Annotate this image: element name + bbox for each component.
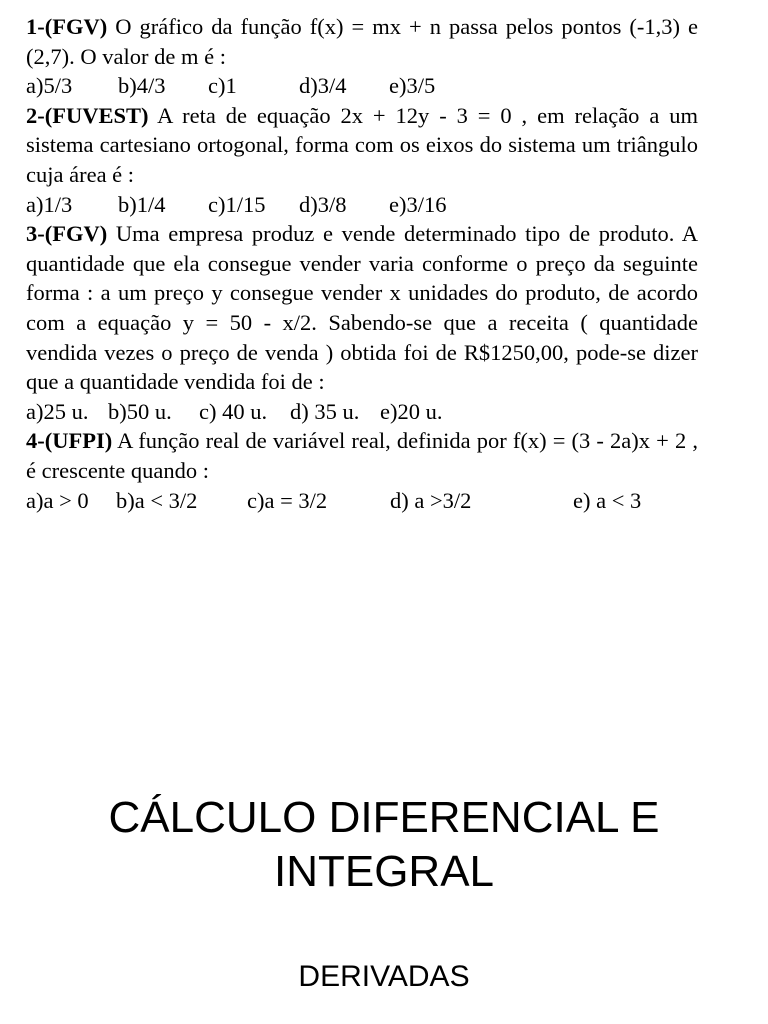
question-source: 1-(FGV) <box>26 14 108 39</box>
answer-options <box>26 71 698 101</box>
option-c: c)a = 3/2 <box>247 487 328 513</box>
question-statement: A reta de equação 2x + 12y - 3 = 0 , em relação a um sistema cartesiano ortogonal, forma com os eixos do sistema um triângulo cuja área é : <box>26 102 698 187</box>
option-b: b)a < 3/2 <box>116 487 198 513</box>
question-statement: O gráfico da função f(x) = mx + n passa pelos pontos (-1,3) e (2,7). O valor de m é : <box>26 14 698 69</box>
option-c: c) 40 u. <box>199 398 268 424</box>
answer-options <box>26 486 698 516</box>
question-1 <box>26 12 698 101</box>
option-d: d) 35 u. <box>290 398 360 424</box>
option-d: d)3/8 <box>299 191 347 217</box>
option-a: a)25 u. <box>26 398 89 424</box>
option-a: a)1/3 <box>26 191 73 217</box>
option-c: c)1 <box>208 73 237 99</box>
question-source: 4-(UFPI) <box>26 428 113 454</box>
option-a: a)a > 0 <box>26 487 89 513</box>
question-3 <box>26 219 698 426</box>
option-b: b)50 u. <box>108 398 172 424</box>
option-e: e)20 u. <box>380 398 443 424</box>
question-source: 2-(FUVEST) <box>26 102 149 128</box>
answer-options <box>26 190 698 220</box>
section-subtitle: DERIVADAS <box>298 960 470 993</box>
section-title: CÁLCULO DIFERENCIAL E INTEGRAL <box>108 793 660 897</box>
question-statement: A função real de variável real, definida por f(x) = (3 - 2a)x + 2 , é crescente quando : <box>26 428 698 483</box>
option-c: c)1/15 <box>208 191 266 217</box>
option-e: e)3/5 <box>389 73 436 99</box>
question-text <box>26 219 698 397</box>
option-e: e)3/16 <box>389 191 447 217</box>
question-source: 3-(FGV) <box>26 221 108 247</box>
option-e: e) a < 3 <box>573 487 642 513</box>
answer-options <box>26 397 698 427</box>
question-2 <box>26 101 698 219</box>
question-text <box>26 101 698 190</box>
question-statement: Uma empresa produz e vende determinado tipo de produto. A quantidade que ela consegue vender varia conforme o preço da seguinte forma : a um preço y consegue vender x unidades do produto, de acordo com a equação y = 50 - x/2. Sabendo-se que a receita ( quantidade vendida vezes o preço de venda ) obtida foi de R$1250,00, pode-se dizer que a quantidade vendida foi de : <box>26 221 698 395</box>
question-list <box>26 12 698 515</box>
option-a: a)5/3 <box>26 73 73 99</box>
question-text <box>26 426 698 485</box>
option-b: b)1/4 <box>118 191 166 217</box>
question-4 <box>26 426 698 515</box>
question-text <box>26 12 698 71</box>
option-d: d)3/4 <box>299 73 347 99</box>
option-d: d) a >3/2 <box>390 487 472 513</box>
option-b: b)4/3 <box>118 73 166 99</box>
